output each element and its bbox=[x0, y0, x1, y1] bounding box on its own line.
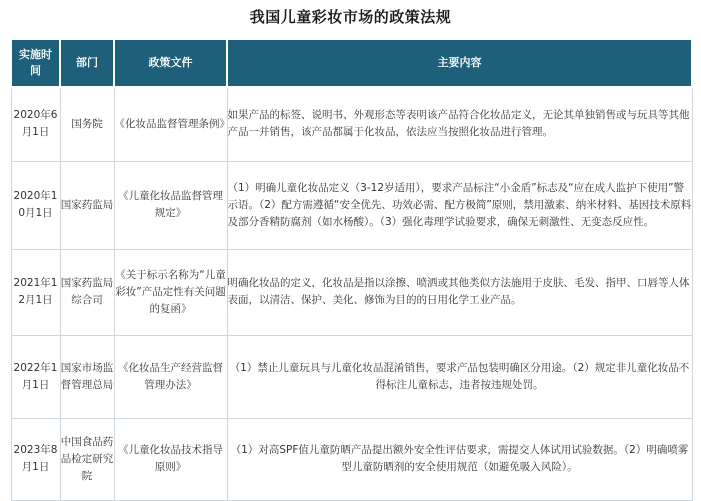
cell-document: 《儿童化妆品监督管理规定》 bbox=[114, 161, 227, 249]
table-row bbox=[11, 87, 692, 161]
cell-content: （1）禁止儿童玩具与儿童化妆品混淆销售，要求产品包装明确区分用途。（2）规定非儿童化妆品不得标注儿童标志，违者按违规处罚。 bbox=[227, 335, 692, 418]
table-row bbox=[11, 418, 692, 500]
cell-document: 《化妆品监督管理条例》 bbox=[114, 87, 227, 161]
cell-content: 如果产品的标签、说明书、外观形态等表明该产品符合化妆品定义，无论其单独销售或与玩具等其他产品一并销售，该产品都属于化妆品，依法应当按照化妆品进行管理。 bbox=[227, 87, 692, 161]
cell-document: 《化妆品生产经营监督管理办法》 bbox=[114, 335, 227, 418]
cell-content: （1）明确儿童化妆品定义（3-12岁适用），要求产品标注“小金盾”标志及“应在成人监护下使用”警示语。（2）配方需遵循“安全优先、功效必需、配方极简”原则，禁用激素、纳米材料、基因技术原料及部分香精防腐剂（如水杨酸）。（3）强化毒理学试验要求，确保无刺激性、无变态反应性。 bbox=[227, 161, 692, 249]
cell-department: 国家药监局 bbox=[60, 161, 114, 249]
cell-department: 国家药监局综合司 bbox=[60, 249, 114, 335]
cell-content: 明确化妆品的定义，化妆品是指以涂擦、喷洒或其他类似方法施用于皮肤、毛发、指甲、口唇等人体表面，以清洁、保护、美化、修饰为目的的日用化学工业产品。 bbox=[227, 249, 692, 335]
cell-document: 《儿童化妆品技术指导原则》 bbox=[114, 418, 227, 500]
cell-department: 国务院 bbox=[60, 87, 114, 161]
table-row bbox=[11, 161, 692, 249]
cell-date: 2021年12月1日 bbox=[11, 249, 60, 335]
header-document: 政策文件 bbox=[114, 39, 227, 87]
cell-date: 2023年8月1日 bbox=[11, 418, 60, 500]
header-date: 实施时间 bbox=[11, 39, 60, 87]
header-content: 主要内容 bbox=[227, 39, 692, 87]
cell-date: 2020年10月1日 bbox=[11, 161, 60, 249]
table-header-row bbox=[11, 39, 692, 87]
table-row bbox=[11, 335, 692, 418]
cell-department: 中国食品药品检定研究院 bbox=[60, 418, 114, 500]
table-row bbox=[11, 249, 692, 335]
header-department: 部门 bbox=[60, 39, 114, 87]
cell-date: 2020年6月1日 bbox=[11, 87, 60, 161]
cell-document: 《关于标示名称为“儿童彩妆”产品定性有关问题的复函》 bbox=[114, 249, 227, 335]
cell-content: （1）对高SPF值儿童防晒产品提出额外安全性评估要求，需提交人体试用试验数据。（2）明确喷雾型儿童防晒剂的安全使用规范（如避免吸入风险）。 bbox=[227, 418, 692, 500]
page-title: 我国儿童彩妆市场的政策法规 bbox=[249, 8, 452, 26]
policy-table bbox=[10, 38, 693, 501]
cell-date: 2022年1月1日 bbox=[11, 335, 60, 418]
cell-department: 国家市场监督管理总局 bbox=[60, 335, 114, 418]
